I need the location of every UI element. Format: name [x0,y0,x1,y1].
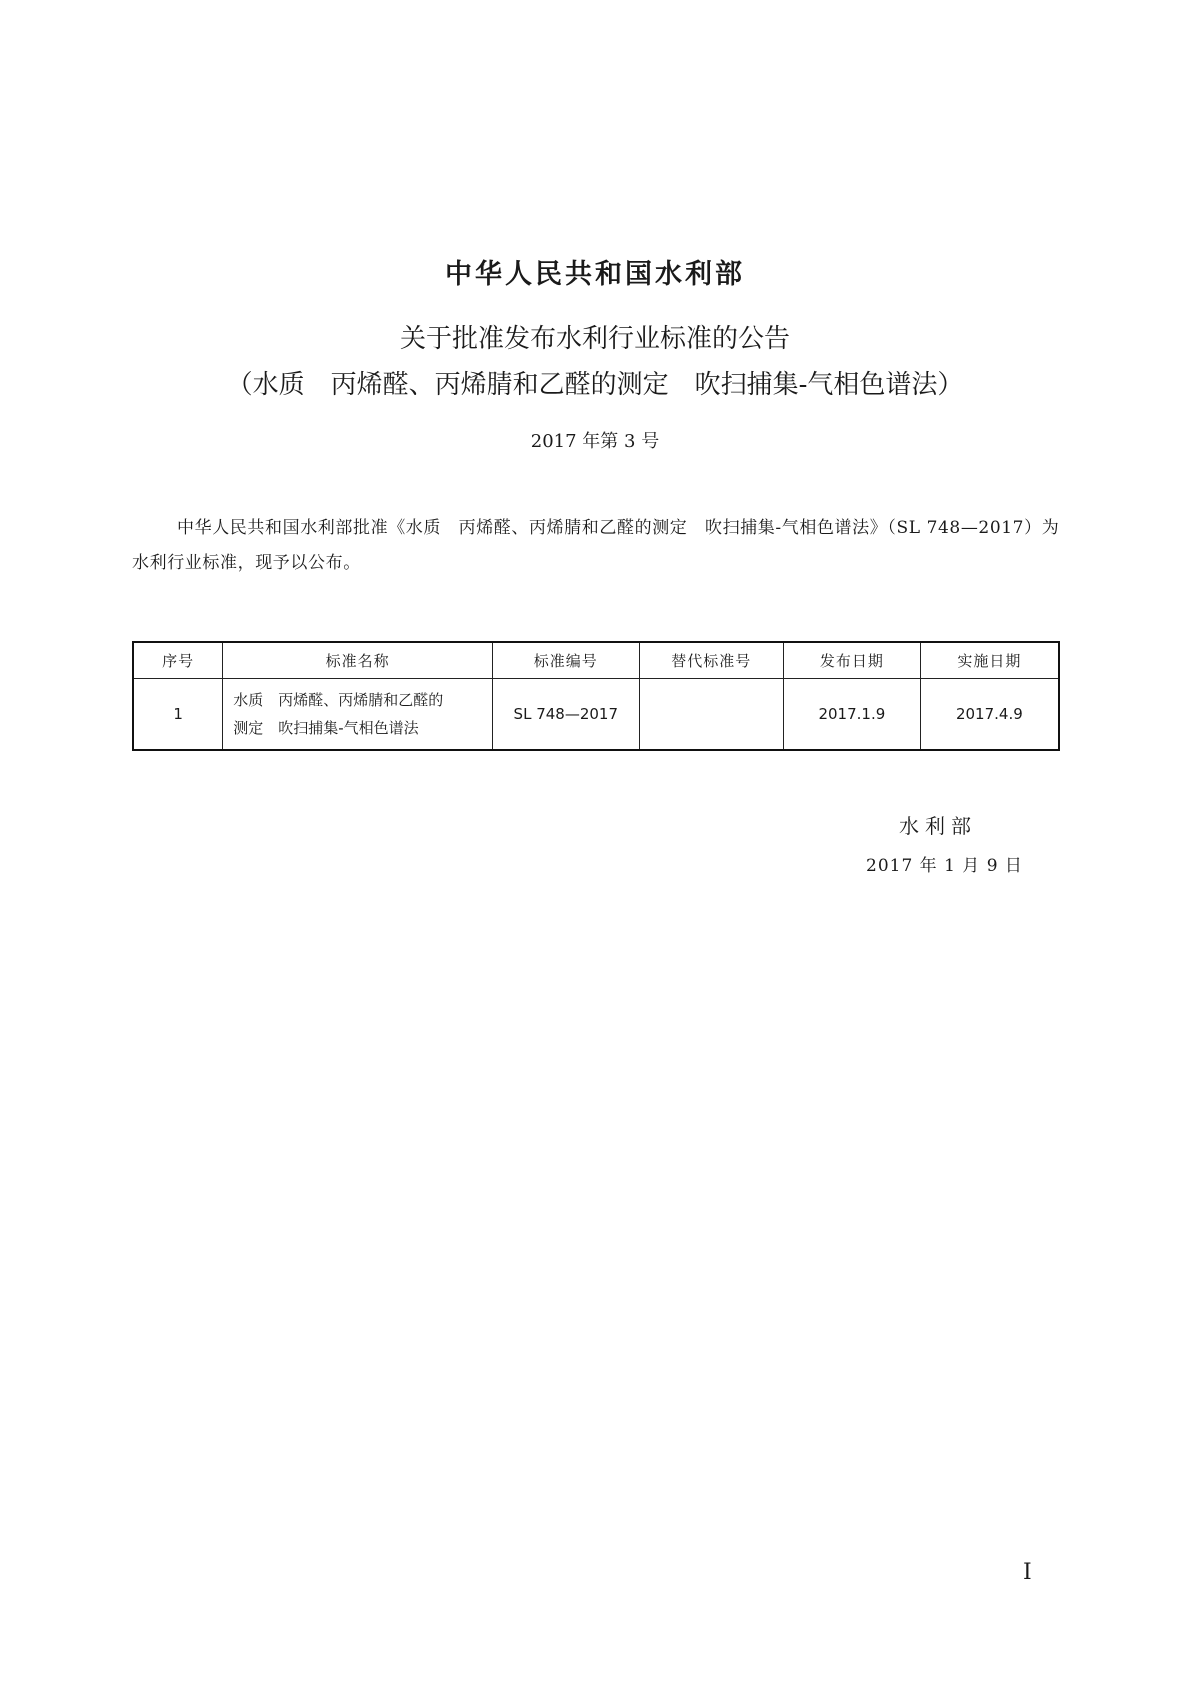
ministry-heading: 中华人民共和国水利部 [445,259,745,290]
col-header-issue-date: 发布日期 [784,642,921,679]
col-header-name: 标准名称 [223,642,493,679]
cell-name: 水质 丙烯醛、丙烯腈和乙醛的 测定 吹扫捕集-气相色谱法 [223,679,493,751]
cell-effective-date: 2017.4.9 [920,679,1059,751]
col-header-index: 序号 [133,642,223,679]
signature-org: 水利部 [899,814,977,838]
signature-date: 2017 年 1 月 9 日 [866,856,1023,876]
cell-issue-date: 2017.1.9 [784,679,921,751]
cell-index: 1 [133,679,223,751]
table-row [133,679,1059,751]
table-header-row [133,642,1059,679]
announcement-paragraph: 中华人民共和国水利部批准《水质 丙烯醛、丙烯腈和乙醛的测定 吹扫捕集-气相色谱法》（SL 748—2017）为水利行业标准，现予以公布。 [132,518,1060,573]
standard-subtitle: （水质 丙烯醛、丙烯腈和乙醛的测定 吹扫捕集-气相色谱法） [226,370,964,400]
doc-number: 2017 年第 3 号 [530,431,660,452]
col-header-code: 标准编号 [493,642,640,679]
announcement-title: 关于批准发布水利行业标准的公告 [399,324,790,354]
cell-replaces [639,679,783,751]
standards-table [132,641,1060,751]
page-number: I [1023,1560,1032,1585]
cell-code: SL 748—2017 [493,679,640,751]
col-header-effective-date: 实施日期 [920,642,1059,679]
col-header-replaces: 替代标准号 [639,642,783,679]
